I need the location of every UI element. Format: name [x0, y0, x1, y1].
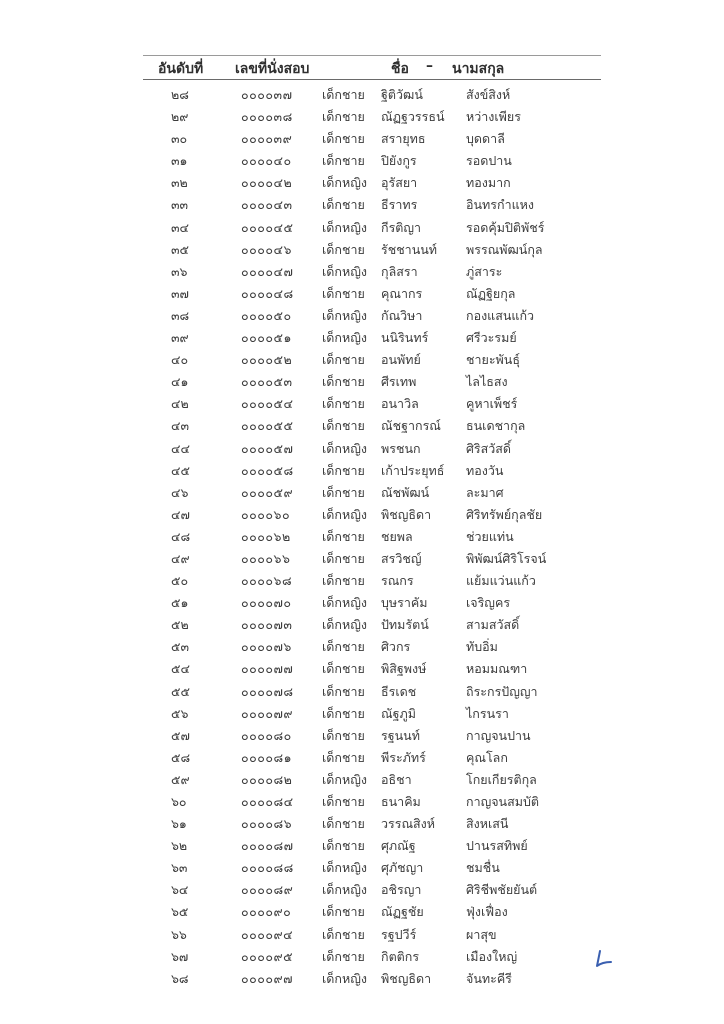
first-name-cell: เก้าประยุทธ์ — [381, 462, 445, 478]
table-row — [0, 724, 724, 746]
title-cell: เด็กชาย — [322, 661, 365, 677]
last-name-cell: ทองวัน — [466, 462, 504, 478]
seat-number-cell: ๐๐๐๐๗๓ — [241, 617, 293, 633]
seat-number-cell: ๐๐๐๐๓๘ — [241, 109, 293, 125]
last-name-cell: ณัฏฐิยกุล — [466, 285, 516, 301]
title-cell: เด็กหญิง — [322, 860, 367, 876]
seat-number-cell: ๐๐๐๐๗๙ — [241, 705, 294, 721]
last-name-cell: คูหาเพ็ชร์ — [466, 396, 518, 412]
first-name-cell: อนพัทย์ — [381, 352, 421, 368]
seat-number-cell: ๐๐๐๐๕๕ — [241, 418, 294, 434]
title-cell: เด็กหญิง — [322, 771, 367, 787]
rank-cell: ๕๔ — [171, 661, 190, 677]
first-name-cell: ศีรเทพ — [381, 374, 417, 390]
first-name-cell: อชิรญา — [381, 882, 422, 898]
first-name-cell: ปัทมรัตน์ — [381, 617, 429, 633]
rank-cell: ๖๖ — [171, 926, 187, 942]
last-name-cell: ไลไธสง — [466, 374, 508, 390]
seat-number-cell: ๐๐๐๐๖๖ — [241, 550, 291, 566]
title-cell: เด็กชาย — [322, 639, 365, 655]
title-cell: เด็กชาย — [322, 418, 365, 434]
rank-cell: ๓๕ — [171, 241, 190, 257]
first-name-cell: รฐปวีร์ — [381, 926, 417, 942]
title-cell: เด็กชาย — [322, 109, 365, 125]
last-name-cell: ศิริสวัสดิ์ — [466, 440, 512, 456]
first-name-cell: ศุภณัฐ — [381, 838, 416, 854]
seat-number-cell: ๐๐๐๐๕๙ — [241, 484, 294, 500]
rank-cell: ๓๙ — [171, 330, 189, 346]
last-name-cell: ถิระกรปัญญา — [466, 683, 538, 699]
seat-number-cell: ๐๐๐๐๘๒ — [241, 771, 293, 787]
last-name-cell: ฟุ่งเฟื่อง — [466, 904, 508, 920]
title-cell: เด็กชาย — [322, 285, 365, 301]
last-name-cell: กาญจนปาน — [466, 727, 531, 743]
last-name-cell: สามสวัสดิ์ — [466, 617, 520, 633]
seat-number-cell: ๐๐๐๐๗๖ — [241, 639, 292, 655]
rank-cell: ๒๘ — [171, 87, 189, 102]
last-name-cell: สิงหเสนี — [466, 816, 509, 832]
rank-cell: ๕๖ — [171, 705, 189, 721]
table-row — [0, 326, 724, 348]
rank-cell: ๖๗ — [171, 948, 189, 964]
table-row — [0, 193, 724, 215]
first-name-cell: รณกร — [381, 573, 414, 589]
seat-number-cell: ๐๐๐๐๕๗ — [241, 440, 294, 456]
seat-number-cell: ๐๐๐๐๕๒ — [241, 352, 293, 368]
rank-cell: ๖๓ — [171, 860, 188, 876]
table-row — [0, 680, 724, 702]
rank-cell: ๖๑ — [171, 816, 187, 832]
seat-number-cell: ๐๐๐๐๕๘ — [241, 462, 294, 478]
seat-number-cell: ๐๐๐๐๕๓ — [241, 374, 293, 390]
table-header — [0, 58, 724, 78]
last-name-cell: คุณโลก — [466, 749, 508, 765]
title-cell: เด็กชาย — [322, 749, 365, 765]
rank-cell: ๔๕ — [171, 462, 190, 478]
rank-cell: ๔๙ — [171, 550, 190, 566]
seat-number-cell: ๐๐๐๐๙๐ — [241, 904, 292, 920]
title-cell: เด็กหญิง — [322, 440, 367, 456]
table-row — [0, 304, 724, 326]
rank-cell: ๔๒ — [171, 396, 189, 412]
seat-number-cell: ๐๐๐๐๘๔ — [241, 794, 294, 809]
rank-cell: ๕๙ — [171, 771, 190, 787]
rank-cell: ๕๐ — [171, 573, 189, 589]
seat-number-cell: ๐๐๐๐๗๐ — [241, 595, 292, 611]
title-cell: เด็กชาย — [322, 396, 365, 412]
header-name: ชื่อ — [391, 61, 409, 77]
title-cell: เด็กหญิง — [322, 882, 367, 898]
seat-number-cell: ๐๐๐๐๗๗ — [241, 661, 294, 677]
seat-number-cell: ๐๐๐๐๖๒ — [241, 528, 291, 544]
table-row — [0, 216, 724, 238]
table-row — [0, 105, 724, 127]
table-row — [0, 127, 724, 149]
title-cell: เด็กชาย — [322, 926, 365, 942]
last-name-cell: ศรีวะรมย์ — [466, 330, 517, 346]
rank-cell: ๕๒ — [171, 617, 189, 633]
last-name-cell: ศิริทรัพย์กุลชัย — [466, 506, 543, 522]
first-name-cell: พีระภัทร์ — [381, 749, 426, 765]
rank-cell: ๓๔ — [171, 219, 190, 235]
table-row — [0, 282, 724, 304]
header-surname: นามสกุล — [452, 61, 505, 77]
header-seat-number: เลขที่นั่งสอบ — [235, 61, 310, 77]
table-row — [0, 834, 724, 856]
rank-cell: ๓๗ — [171, 285, 189, 301]
table-row — [0, 348, 724, 370]
seat-number-cell: ๐๐๐๐๔๘ — [241, 285, 294, 301]
table-row — [0, 238, 724, 260]
first-name-cell: ปิยังกูร — [381, 153, 417, 169]
rank-cell: ๔๓ — [171, 418, 190, 434]
rank-cell: ๖๘ — [171, 970, 189, 986]
title-cell: เด็กหญิง — [322, 595, 367, 611]
seat-number-cell: ๐๐๐๐๓๙ — [241, 131, 293, 147]
title-cell: เด็กชาย — [322, 153, 365, 169]
last-name-cell: ภู่สาระ — [466, 263, 503, 279]
first-name-cell: ณัฐภูมิ — [381, 705, 416, 721]
rank-cell: ๓๘ — [171, 307, 190, 323]
table-row — [0, 856, 724, 878]
first-name-cell: กีรติญา — [381, 219, 422, 235]
table-row — [0, 657, 724, 679]
rank-cell: ๔๔ — [171, 440, 190, 456]
title-cell: เด็กหญิง — [322, 175, 367, 191]
title-cell: เด็กชาย — [322, 550, 365, 566]
first-name-cell: สรวิชญ์ — [381, 550, 422, 566]
last-name-cell: ปานรสทิพย์ — [466, 838, 528, 854]
seat-number-cell: ๐๐๐๐๕๐ — [241, 307, 292, 323]
seat-number-cell: ๐๐๐๐๖๘ — [241, 573, 293, 589]
seat-number-cell: ๐๐๐๐๔๗ — [241, 263, 294, 279]
rank-cell: ๔๖ — [171, 484, 189, 500]
rank-cell: ๓๒ — [171, 175, 188, 191]
table-row — [0, 83, 724, 105]
first-name-cell: กุลิสรา — [381, 263, 418, 279]
title-cell: เด็กหญิง — [322, 263, 367, 279]
first-name-cell: พิชญธิดา — [381, 506, 432, 522]
seat-number-cell: ๐๐๐๐๙๕ — [241, 948, 294, 964]
first-name-cell: ธีราทร — [381, 197, 418, 213]
table-row — [0, 613, 724, 635]
first-name-cell: อธิชา — [381, 771, 412, 787]
table-row — [0, 635, 724, 657]
rank-cell: ๕๘ — [171, 749, 191, 765]
title-cell: เด็กชาย — [322, 528, 365, 544]
table-row — [0, 878, 724, 900]
last-name-cell: ชมชื่น — [466, 860, 500, 876]
table-row — [0, 481, 724, 503]
last-name-cell: กาญจนสมบัติ — [466, 794, 540, 809]
first-name-cell: ณัฏฐวรรธน์ — [381, 109, 445, 125]
title-cell: เด็กชาย — [322, 573, 365, 589]
first-name-cell: บุษราคัม — [381, 595, 428, 611]
rank-cell: ๕๗ — [171, 727, 190, 743]
first-name-cell: พรชนก — [381, 440, 421, 456]
first-name-cell: คุณากร — [381, 285, 423, 301]
rank-cell: ๔๑ — [171, 374, 189, 390]
first-name-cell: ชยพล — [381, 528, 413, 544]
last-name-cell: ไกรนรา — [466, 705, 509, 721]
seat-number-cell: ๐๐๐๐๕๔ — [241, 396, 294, 412]
rank-cell: ๖๐ — [171, 794, 187, 809]
table-row — [0, 790, 724, 812]
first-name-cell: ณัฏฐชัย — [381, 904, 424, 920]
rank-cell: ๖๒ — [171, 838, 188, 854]
title-cell: เด็กหญิง — [322, 219, 367, 235]
first-name-cell: ณัชฐากรณ์ — [381, 418, 441, 434]
table-row — [0, 900, 724, 922]
first-name-cell: วรรณสิงห์ — [381, 816, 436, 832]
title-cell: เด็กชาย — [322, 816, 365, 832]
last-name-cell: พรรณพัฒน์กุล — [466, 241, 543, 257]
table-row — [0, 503, 724, 525]
rank-cell: ๓๖ — [171, 263, 188, 279]
table-row — [0, 149, 724, 171]
last-name-cell: ทับอิ่ม — [466, 639, 498, 655]
handwritten-mark-icon — [592, 948, 618, 970]
last-name-cell: บุดดาลี — [466, 131, 505, 147]
rank-cell: ๖๕ — [171, 904, 189, 920]
seat-number-cell: ๐๐๐๐๕๑ — [241, 330, 292, 346]
last-name-cell: อินทรกำแหง — [466, 197, 534, 213]
table-row — [0, 746, 724, 768]
table-row — [0, 547, 724, 569]
first-name-cell: ศิวกร — [381, 639, 411, 655]
header-rank: อันดับที่ — [158, 61, 204, 77]
first-name-cell: พิชญธิดา — [381, 970, 432, 986]
last-name-cell: พิพัฒน์ศิริโรจน์ — [466, 550, 547, 566]
last-name-cell: โกยเกียรติกุล — [466, 771, 537, 787]
first-name-cell: ศุภัชญา — [381, 860, 424, 876]
table-row — [0, 459, 724, 481]
last-name-cell: ชายะพันธุ์ — [466, 352, 520, 368]
table-row — [0, 370, 724, 392]
title-cell: เด็กชาย — [322, 683, 365, 699]
first-name-cell: ณัชพัฒน์ — [381, 484, 430, 500]
header-dash: – — [426, 58, 433, 74]
rank-cell: ๔๘ — [171, 528, 191, 544]
seat-number-cell: ๐๐๐๐๔๓ — [241, 197, 293, 213]
seat-number-cell: ๐๐๐๐๘๑ — [241, 749, 293, 765]
title-cell: เด็กชาย — [322, 374, 365, 390]
first-name-cell: พิสิฐพงษ์ — [381, 661, 427, 677]
seat-number-cell: ๐๐๐๐๔๖ — [241, 241, 292, 257]
title-cell: เด็กชาย — [322, 727, 365, 743]
table-row — [0, 591, 724, 613]
first-name-cell: อุรัสยา — [381, 175, 418, 191]
seat-number-cell: ๐๐๐๐๘๙ — [241, 882, 294, 898]
table-row — [0, 923, 724, 945]
seat-number-cell: ๐๐๐๐๔๒ — [241, 175, 293, 191]
last-name-cell: เจริญคร — [466, 595, 511, 611]
student-list — [0, 83, 724, 989]
title-cell: เด็กชาย — [322, 904, 365, 920]
rank-cell: ๔๐ — [171, 352, 189, 368]
rank-cell: ๓๓ — [171, 197, 189, 213]
last-name-cell: หอมมณฑา — [466, 661, 528, 677]
first-name-cell: กิตติกร — [381, 948, 420, 964]
title-cell: เด็กชาย — [322, 352, 365, 368]
last-name-cell: ศิริชีพชัยยันต์ — [466, 882, 538, 898]
table-row — [0, 702, 724, 724]
title-cell: เด็กหญิง — [322, 506, 367, 522]
title-cell: เด็กชาย — [322, 838, 365, 854]
last-name-cell: ละมาศ — [466, 484, 504, 500]
rank-cell: ๖๔ — [171, 882, 189, 898]
first-name-cell: นนิรินทร์ — [381, 330, 429, 346]
last-name-cell: ช่วยแท่น — [466, 528, 514, 544]
seat-number-cell: ๐๐๐๐๙๔ — [241, 926, 294, 942]
table-row — [0, 812, 724, 834]
seat-number-cell: ๐๐๐๐๙๗ — [241, 970, 294, 986]
table-row — [0, 260, 724, 282]
last-name-cell: รอดคุ้มปิติพัชร์ — [466, 219, 545, 235]
seat-number-cell: ๐๐๐๐๓๗ — [241, 87, 293, 102]
last-name-cell: ทองมาก — [466, 175, 511, 191]
title-cell: เด็กหญิง — [322, 307, 367, 323]
title-cell: เด็กชาย — [322, 131, 365, 147]
first-name-cell: กัณวิษา — [381, 307, 423, 323]
top-rule — [143, 55, 601, 56]
first-name-cell: ธีรเดช — [381, 683, 417, 699]
last-name-cell: รอดปาน — [466, 153, 512, 169]
title-cell: เด็กชาย — [322, 794, 365, 809]
rank-cell: ๕๑ — [171, 595, 189, 611]
seat-number-cell: ๐๐๐๐๗๘ — [241, 683, 294, 699]
title-cell: เด็กหญิง — [322, 970, 367, 986]
first-name-cell: ฐิติวัฒน์ — [381, 87, 423, 102]
seat-number-cell: ๐๐๐๐๘๐ — [241, 727, 292, 743]
last-name-cell: กองแสนแก้ว — [466, 307, 535, 323]
seat-number-cell: ๐๐๐๐๔๕ — [241, 219, 294, 235]
rank-cell: ๔๗ — [171, 506, 190, 522]
first-name-cell: ธนาคิม — [381, 794, 421, 809]
title-cell: เด็กชาย — [322, 948, 365, 964]
rank-cell: ๕๓ — [171, 639, 190, 655]
seat-number-cell: ๐๐๐๐๔๐ — [241, 153, 292, 169]
rank-cell: ๒๙ — [171, 109, 189, 125]
rank-cell: ๓๑ — [171, 153, 188, 169]
rank-cell: ๕๕ — [171, 683, 190, 699]
last-name-cell: ผาสุข — [466, 926, 497, 942]
seat-number-cell: ๐๐๐๐๘๘ — [241, 860, 294, 876]
seat-number-cell: ๐๐๐๐๖๐ — [241, 506, 291, 522]
title-cell: เด็กชาย — [322, 241, 365, 257]
table-row — [0, 437, 724, 459]
last-name-cell: ธนเดชากุล — [466, 418, 526, 434]
title-cell: เด็กหญิง — [322, 330, 367, 346]
last-name-cell: เมืองใหญ่ — [466, 948, 518, 964]
table-row — [0, 569, 724, 591]
last-name-cell: หว่างเพียร — [466, 109, 521, 125]
title-cell: เด็กชาย — [322, 87, 365, 102]
table-row — [0, 414, 724, 436]
rank-cell: ๓๐ — [171, 131, 188, 147]
title-cell: เด็กชาย — [322, 462, 365, 478]
first-name-cell: สรายุทธ — [381, 131, 426, 147]
last-name-cell: สังข์สิงห์ — [466, 87, 511, 102]
title-cell: เด็กชาย — [322, 197, 365, 213]
seat-number-cell: ๐๐๐๐๘๖ — [241, 816, 293, 832]
table-row — [0, 171, 724, 193]
last-name-cell: จันทะคีรี — [466, 970, 512, 986]
first-name-cell: รัชชานนท์ — [381, 241, 438, 257]
last-name-cell: แย้มแว่นแก้ว — [466, 573, 536, 589]
table-row — [0, 392, 724, 414]
table-row — [0, 768, 724, 790]
table-row — [0, 525, 724, 547]
first-name-cell: รฐนนท์ — [381, 727, 420, 743]
title-cell: เด็กหญิง — [322, 617, 367, 633]
title-cell: เด็กชาย — [322, 705, 365, 721]
seat-number-cell: ๐๐๐๐๘๗ — [241, 838, 294, 854]
first-name-cell: อนาวิล — [381, 396, 419, 412]
header-rule — [143, 79, 601, 80]
title-cell: เด็กชาย — [322, 484, 365, 500]
table-row — [0, 967, 724, 989]
